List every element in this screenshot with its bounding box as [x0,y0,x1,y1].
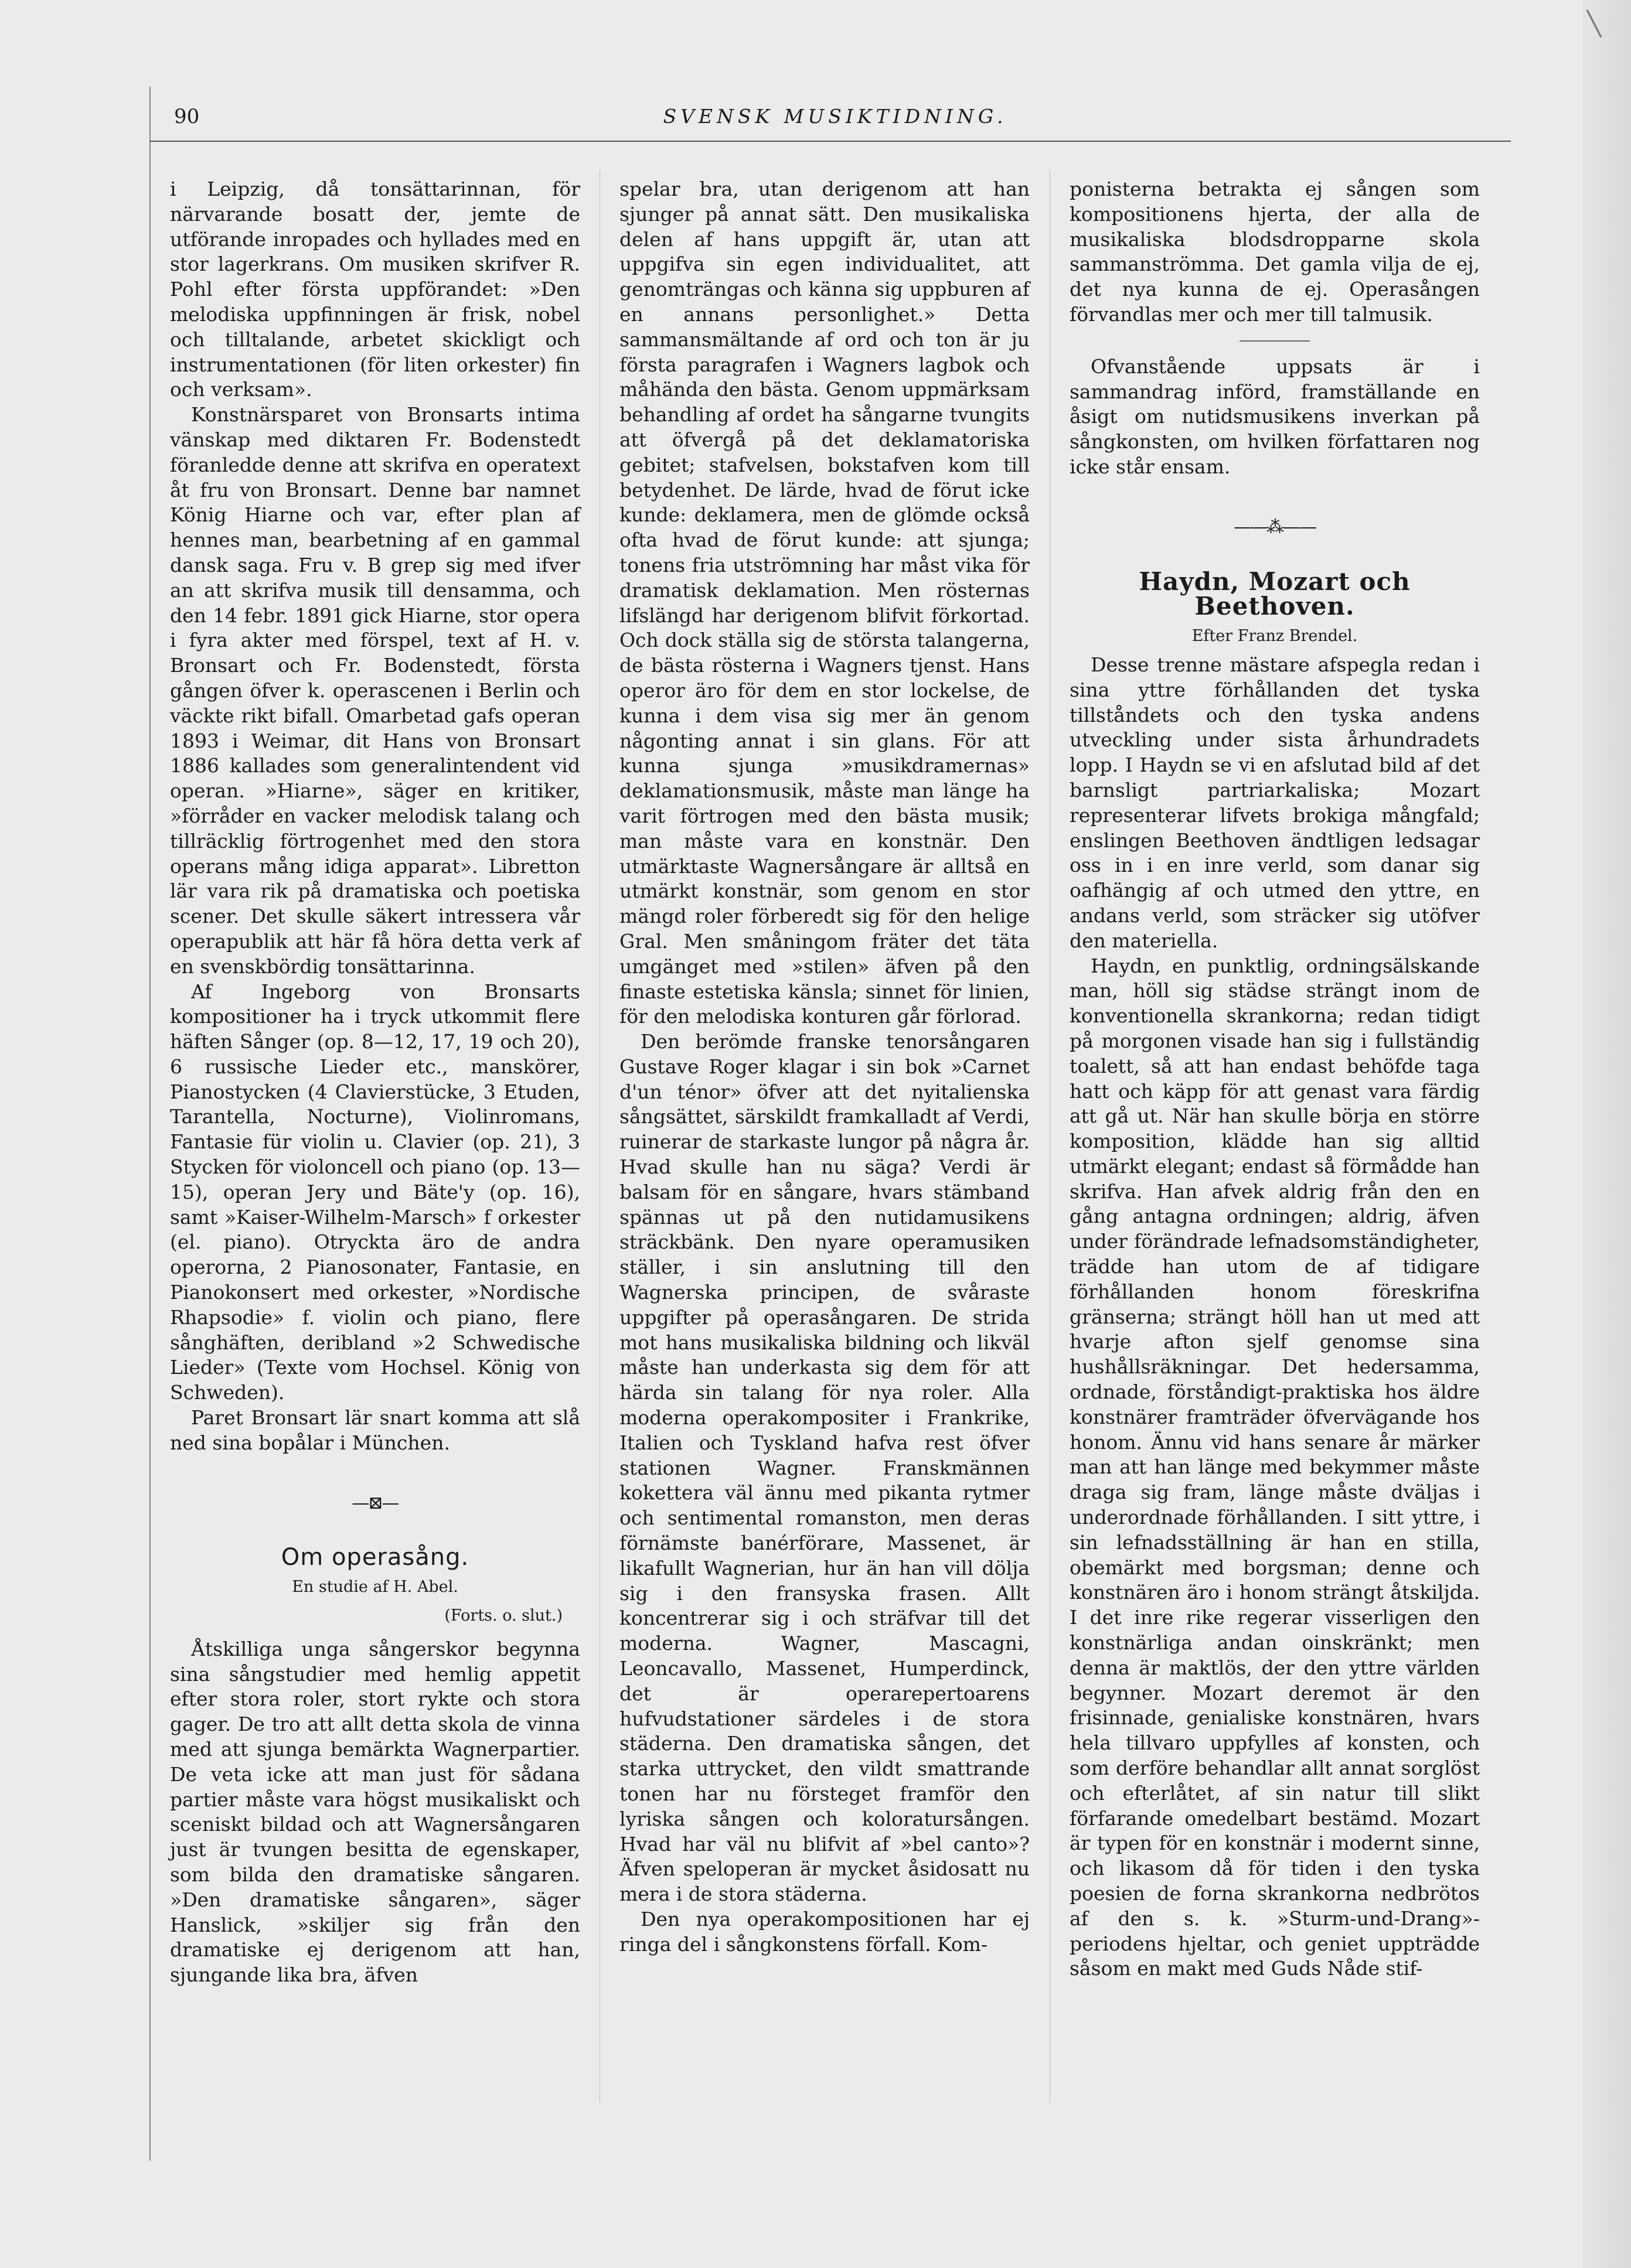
continuation-note: (Forts. o. slut.) [444,1607,563,1625]
column-1 [170,177,580,1988]
column-2 [619,177,1030,1957]
section-title: Om operasång. [281,1544,469,1571]
ornament: —⊠— [352,1492,399,1513]
corner-mark: ╲ [1587,11,1602,37]
header-rule [149,141,1511,142]
paragraph: Konstnärsparet von Bronsarts intima vänskap med diktaren Fr. Bodenstedt föranledde denne att skrifva en operatext åt fru von Bronsart. Denne bar namnet König Hiarne och var, efter plan af hennes man, bearbetning af en gammal dansk saga. Fru v. B grep sig med ifver an att skrifva musik till densamma, och den 14 febr. 1891 gick Hiarne, stor opera i fyra akter med förspel, text af H. v. Bronsart och Fr. Bodenstedt, första gången öfver k. operascenen i Berlin och väckte rikt bifall. Omarbetad gafs operan 1893 i Weimar, dit Hans von Bronsart 1886 kallades som generalintendent vid operan. »Hiarne», säger en kritiker, »förråder en vacker melodisk talang och tillräcklig förtrogenhet med den stora operans mång idiga apparat». Libretton lär vara rik på dramatiska och poetiska scener. Det skulle säkert intressera vår operapublik att här få höra detta verk af en svenskbördig tonsättarinna. [170,403,580,978]
paragraph: i Leipzig, då tonsättarinnan, för närvarande bosatt der, jemte de utförande inropades och hyllades med en stor lagerkrans. Om musiken skrifver R. Pohl efter första uppförandet: »Den melodiska uppfinningen är frisk, nobel och tilltalande, arbetet skickligt och instrumentationen (för liten orkester) fin och verksam». [170,178,580,401]
paragraph: Paret Bronsart lär snart komma att slå ned sina bopålar i München. [170,1406,580,1454]
paragraph: Den berömde franske tenorsångaren Gustave Roger klagar i sin bok »Carnet d'un ténor» öfver att det nyitalienska sångsättet, särskildt framkalladt af Verdi, ruinerar de starkaste lungor på några år. Hvad skulle han nu säga? Verdi är balsam för en sångare, hvars stämband spännas ut på den nutidamusikens sträckbänk. Den nyare operamusiken ställer, i sin anslutning till den Wagnerska principen, de svåraste uppgifter på operasångaren. De strida mot hans musikaliska bildning och likväl måste han underkasta sig dem för att härda sin talang för nya roler. Alla moderna operakompositer i Frankrike, Italien och Tyskland hafva rest öfver stationen Wagner. Franskmännen kokettera väl ännu med pikanta rytmer och sentimental romanston, men deras förnämste banérförare, Massenet, är likafullt Wagnerian, hur än han vill dölja sig i den fransyska frasen. Allt koncentrerar sig i och sträfvar till det moderna. Wagner, Mascagni, Leoncavallo, Massenet, Humperdinck, det är operarepertoarens hufvudstationer särdeles i de stora städerna. Den dramatiska sången, det starka uttrycket, den vildt smattrande tonen har nu försteget framför den lyriska sången och koloratursången. Hvad har väl nu blifvit af »bel canto»? Äfven speloperan är mycket åsidosatt nu mera i de stora städerna. [619,1030,1030,1906]
byline: Efter Franz Brendel. [1191,627,1358,646]
section-title: Haydn, Mozart och Beethoven. [1139,567,1411,621]
paragraph: Haydn, en punktlig, ordningsälskande man, höll sig städse strängt inom de konventionella skrankorna; redan tidigt på morgonen visade han sig i fullständig toalett, så att han endast behöfde taga hatt och käpp för att genast vara färdig att gå ut. När han skulle börja en större komposition, klädde han sig alltid utmärkt elegant; endast så förmådde han skrifva. Han afvek aldrig från den en gång antagna ordningen; aldrig, äfven under förändrade lefnadsomständigheter, trädde han utom de af tidigare förhållanden honom föreskrifna gränserna; strängt höll han ut med att hvarje afton sjelf genomse sina hushållsräkningar. Det hedersamma, ordnade, förståndigt-praktiska hos äldre konstnärer framträder öfvervägande hos honom. Ännu vid hans senare år märker man att han länge med bekymmer måste draga sig fram, länge måste dväljas i underordnade förhållanden. I sitt yttre, i sin lefnadsställning är han en stilla, obemärkt med borgsman; denne och konstnären äro i honom strängt åtskiljda. I det inre rike regerar visserligen den konstnärliga andan oinskränkt; men denna är maktlös, der den yttre världen begynner. Mozart deremot är den frisinnade, genialiske konstnären, hvars hela tillvaro uppfylles af konsten, och som derföre behandlar allt annat sorglöst och efterlåtet, af sin natur till slikt förfarande omedelbart bestämd. Mozart är typen för en konstnär i modernt sinne, och likasom då för tiden i den tyska poesien de forna skrankorna nedbrötos af den s. k. »Sturm-und-Drang»-periodens hjeltar, och geniet uppträdde såsom en makt med Guds Nåde stif- [1070,954,1480,1980]
divider [1240,340,1310,342]
page-edge [1582,0,1631,2268]
paragraph: Af Ingeborg von Bronsarts kompositioner ha i tryck utkommit flere häften Sånger (op. 8—12, 17, 19 och 20), 6 russische Lieder etc., manskörer, Pianostycken (4 Clavierstücke, 3 Etuden, Tarantella, Nocturne), Violinromans, Fantasie für violin u. Clavier (op. 21), 3 Stycken för violoncell och piano (op. 13—15), operan Jery und Bäte'y (op. 16), samt »Kaiser-Wilhelm-Marsch» f orkester (el. piano). Otryckta äro de andra operorna, 2 Pianosonater, Fantasie, en Pianokonsert med orkester, »Nordische Rhapsodie» f. violin och piano, flere sånghäften, deribland »2 Schwedische Lieder» (Texte vom Hochsel. König von Schweden). [170,980,580,1404]
editor-note: Ofvanstående uppsats är i sammandrag införd, framställande en åsigt om nutidsmusikens inverkan på sångkonsten, om hvilken författaren nog icke står ensam. [1070,354,1480,478]
paragraph: spelar bra, utan derigenom att han sjunger på annat sätt. Den musikaliska delen af hans uppgift är, utan att uppgifva sin egen individualitet, att genomträngas och känna sig uppburen af en annans personlighet.» Detta sammansmältande af ord och ton är ju första paragrafen i Wagners lagbok och måhända den bästa. Genom uppmärksam behandling af ordet ha sångarne tvungits att öfvergå på det deklamatoriska gebitet; stafvelsen, bokstafven kom till betydenhet. De lärde, hvad de förut icke kunde: deklamera, men de glömde också ofta hvad de förut kunde: att sjunga; tonens fria utströmning har måst vika för dramatisk deklamation. Men rösternas lifslängd har derigenom blifvit förkortad. Och dock ställa sig de största talangerna, de bästa rösterna i Wagners tjenst. Hans operor äro för dem en stor lockelse, de kunna i dem visa sig mer än genom någonting annat i sin glans. För att kunna sjunga »musikdramernas» deklamationsmusik, måste man länge ha varit förtrogen med den bästa musik; man måste vara en konstnär. Den utmärktaste Wagnersångare är alltså en utmärkt konstnär, som genom en stor mängd roler förberedt sig för den helige Gral. Men småningom fräter det täta umgänget med »stilen» äfven på den finaste estetiska känsla; sinnet för linien, för den melodiska konturen går förlorad. [619,178,1030,1028]
paragraph: Desse trenne mästare afspegla redan i sina yttre förhållanden det tyska tillståndets och den tyska andens utveckling under sista århundradets lopp. I Haydn se vi en afslutad bild af det barnsligt partriarkaliska; Mozart representerar lifvets brokiga mångfald; enslingen Beethoven ändtligen ledsagar oss in i en inre verld, som danar sig oafhängig af och utmed den yttre, en andans verld, som sträcker sig utöfver den materiella. [1070,653,1480,952]
running-title: SVENSK MUSIKTIDNING. [663,105,1007,128]
paragraph: Åtskilliga unga sångerskor begynna sina sångstudier med hemlig appetit efter stora roler, stort rykte och stora gager. De tro att allt detta skola de vinna med att sjunga bemärkta Wagnerpartier. De veta icke att man just för sådana partier måste vara högst musikaliskt och sceniskt bildad och att Wagnersångaren just är tvungen besitta de egenskaper, som bilda den dramatiske sångaren. »Den dramatiske sångaren», säger Hanslick, »skiljer sig från den dramatiske ej derigenom att han, sjungande lika bra, äfven [170,1637,580,1987]
byline: En studie af H. Abel. [292,1578,458,1597]
column-3 [1070,177,1480,1981]
page-number: 90 [174,105,200,128]
running-header [161,97,1509,139]
ornament: ——⁂—— [1234,516,1316,537]
paragraph: ponisterna betrakta ej sången som kompositionens hjerta, der alla de musikaliska blodsdropparne skola sammanströmma. Det gamla vilja de ej, det nya kunna de ej. Operasången förvandlas mer och mer till talmusik. [1070,178,1480,326]
paragraph: Den nya operakompositionen har ej ringa del i sångkonstens förfall. Kom- [619,1907,1030,1956]
